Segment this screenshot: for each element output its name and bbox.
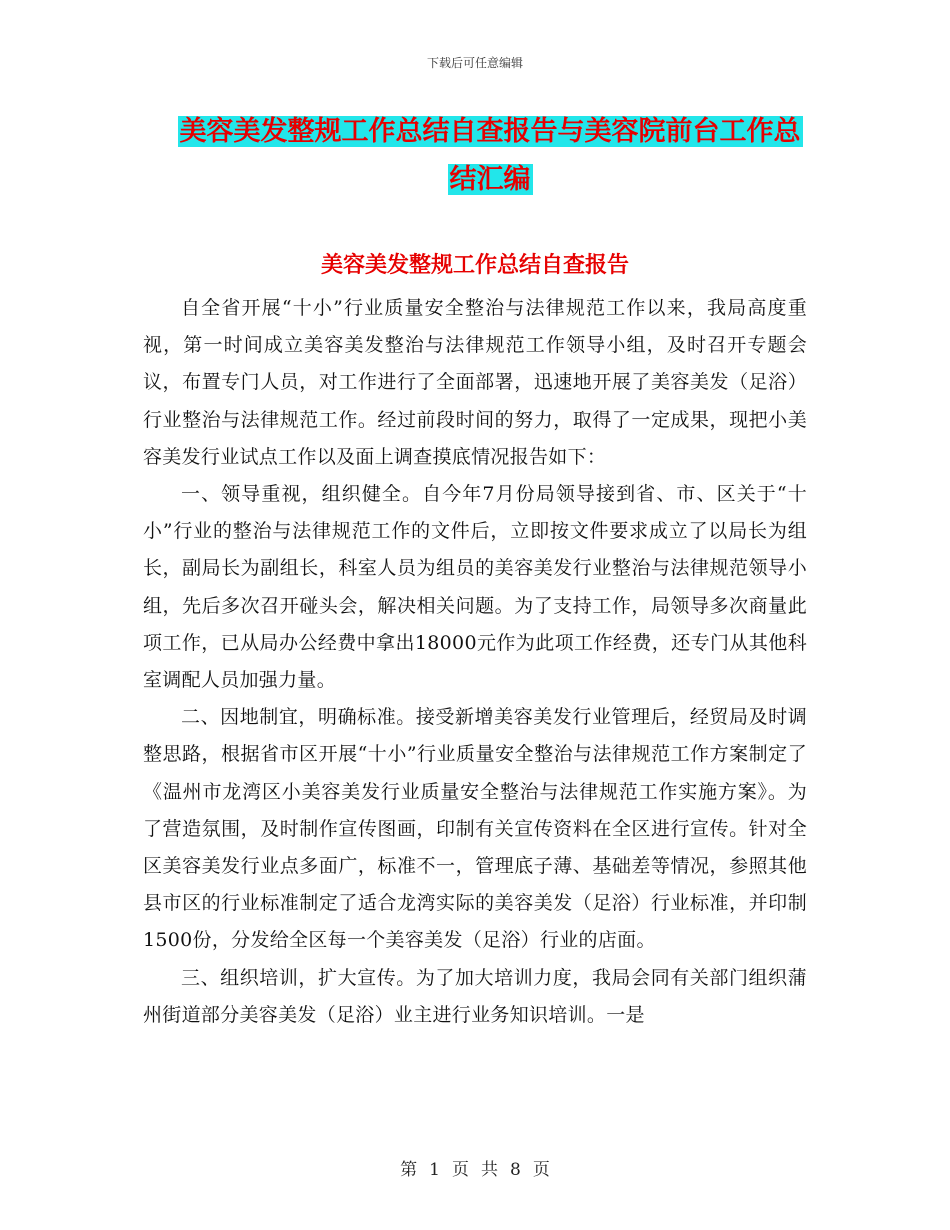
header-note: 下载后可任意编辑 bbox=[426, 56, 523, 70]
title-line-2: 结汇编 bbox=[449, 164, 531, 195]
section-title: 美容美发整规工作总结自查报告 bbox=[320, 253, 629, 278]
page-footer bbox=[0, 1155, 950, 1180]
paragraph-1: 一、领导重视，组织健全。自今年7月份局领导接到省、市、区关于“十小”行业的整治与法律规范工作的文件后，立即按文件要求成立了以局长为组长，副局长为副组长，科室人员为组员的美容美发行业整治与法律规范领导小组，先后多次召开碰头会，解决相关问题。为了支持工作，局领导多次商量此项工作，已从局办公经费中拿出18000元作为此项工作经费，还专门从其他科室调配人员加强力量。 bbox=[143, 483, 807, 692]
paragraph-2: 二、因地制宜，明确标准。接受新增美容美发行业管理后，经贸局及时调整思路，根据省市区开展“十小”行业质量安全整治与法律规范工作方案制定了《温州市龙湾区小美容美发行业质量安全整治与法律规范工作实施方案》。为了营造氛围，及时制作宣传图画，印制有关宣传资料在全区进行宣传。针对全区美容美发行业点多面广，标准不一，管理底子薄、基础差等情况，参照其他县市区的行业标准制定了适合龙湾实际的美容美发（足浴）行业标准，并印制1500份，分发给全区每一个美容美发（足浴）行业的店面。 bbox=[143, 706, 807, 952]
footer-total-unit: 页 bbox=[532, 1160, 550, 1180]
title-line-1: 美容美发整规工作总结自查报告与美容院前台工作总 bbox=[179, 116, 801, 147]
document-body bbox=[143, 290, 807, 1034]
footer-page-current: 1 bbox=[429, 1160, 440, 1180]
paragraph-3: 三、组织培训，扩大宣传。为了加大培训力度，我局会同有关部门组织蒲州街道部分美容美发（足浴）业主进行业务知识培训。一是 bbox=[143, 966, 807, 1026]
footer-page-total: 8 bbox=[510, 1160, 521, 1180]
footer-page-unit: 页 bbox=[452, 1160, 469, 1180]
paragraph-intro: 自全省开展“十小”行业质量安全整治与法律规范工作以来，我局高度重视，第一时间成立美容美发整治与法律规范工作领导小组，及时召开专题会议，布置专门人员，对工作进行了全面部署，迅速地开展了美容美发（足浴）行业整治与法律规范工作。经过前段时间的努力，取得了一定成果，现把小美容美发行业试点工作以及面上调查摸底情况报告如下： bbox=[143, 297, 807, 468]
footer-page-label: 第 bbox=[400, 1160, 418, 1180]
footer-total-label: 共 bbox=[481, 1160, 498, 1180]
document-title bbox=[140, 108, 840, 204]
